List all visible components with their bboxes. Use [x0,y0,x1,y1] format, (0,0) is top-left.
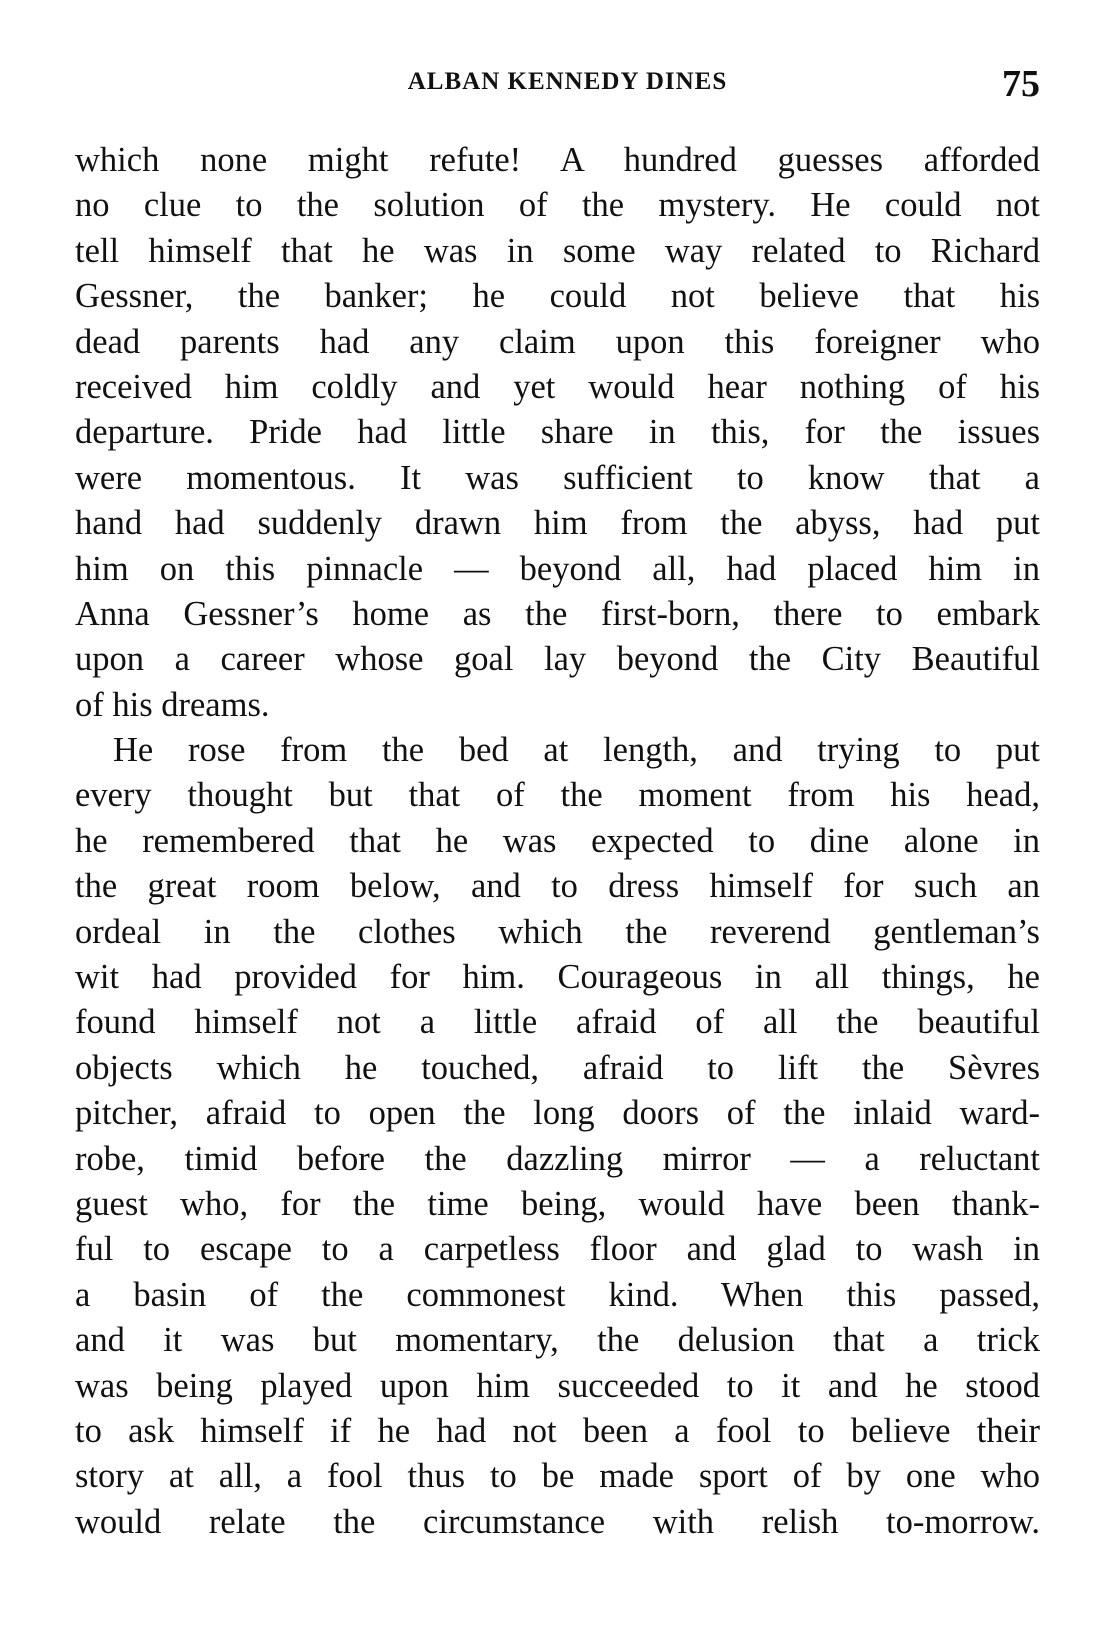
text-line: he remembered that he was expected to dine alone in [75,821,1040,860]
text-line: which none might refute! A hundred guesses afforded [75,141,1040,179]
page-number: 75 [1002,63,1040,105]
body-text [75,138,1040,1545]
paragraph-1 [75,138,1040,728]
text-line: Anna Gessner’s home as the first-born, there to embark [75,594,1040,633]
text-line: were momentous. It was sufficient to know that a [75,458,1040,497]
text-line: dead parents had any claim upon this foreigner who [75,322,1040,361]
text-line: the great room below, and to dress himself for such an [75,867,1040,906]
text-line: objects which he touched, afraid to lift the Sèvres [75,1048,1040,1087]
text-line: ordeal in the clothes which the reverend gentleman’s [75,912,1040,951]
text-line: received him coldly and yet would hear nothing of his [75,367,1040,406]
text-line: guest who, for the time being, would have been thank- [75,1184,1040,1223]
paragraph-2 [75,728,1040,1545]
text-line: hand had suddenly drawn him from the abyss, had put [75,504,1040,543]
text-line: of his dreams. [75,685,270,724]
text-line: robe, timid before the dazzling mirror — a reluctant [75,1139,1040,1178]
running-title: ALBAN KENNEDY DINES [407,68,728,95]
text-line: to ask himself if he had not been a fool to believe their [75,1411,1040,1450]
text-line: every thought but that of the moment from his head, [75,776,1040,815]
text-line: story at all, a fool thus to be made sport of by one who [75,1457,1040,1496]
text-line: no clue to the solution of the mystery. He could not [75,186,1040,225]
text-line: upon a career whose goal lay beyond the City Beautiful [75,640,1040,679]
text-line: a basin of the commonest kind. When this passed, [75,1275,1040,1314]
text-line: and it was but momentary, the delusion that a trick [75,1321,1040,1360]
text-line: him on this pinnacle — beyond all, had placed him in [75,549,1040,588]
text-line: would relate the circumstance with relish to-morrow. [75,1502,1040,1541]
text-line: tell himself that he was in some way related to Richard [75,231,1040,270]
text-line: Gessner, the banker; he could not believe that his [75,277,1040,316]
text-line: He rose from the bed at length, and trying to put [113,731,1040,770]
text-line: found himself not a little afraid of all the beautiful [75,1003,1040,1042]
text-line: pitcher, afraid to open the long doors of the inlaid ward- [75,1094,1040,1133]
text-line: wit had provided for him. Courageous in all things, he [75,958,1040,997]
text-line: was being played upon him succeeded to it and he stood [75,1366,1040,1405]
text-line: ful to escape to a carpetless floor and glad to wash in [75,1230,1040,1269]
text-line: departure. Pride had little share in this, for the issues [75,413,1040,452]
running-head [75,62,1040,106]
